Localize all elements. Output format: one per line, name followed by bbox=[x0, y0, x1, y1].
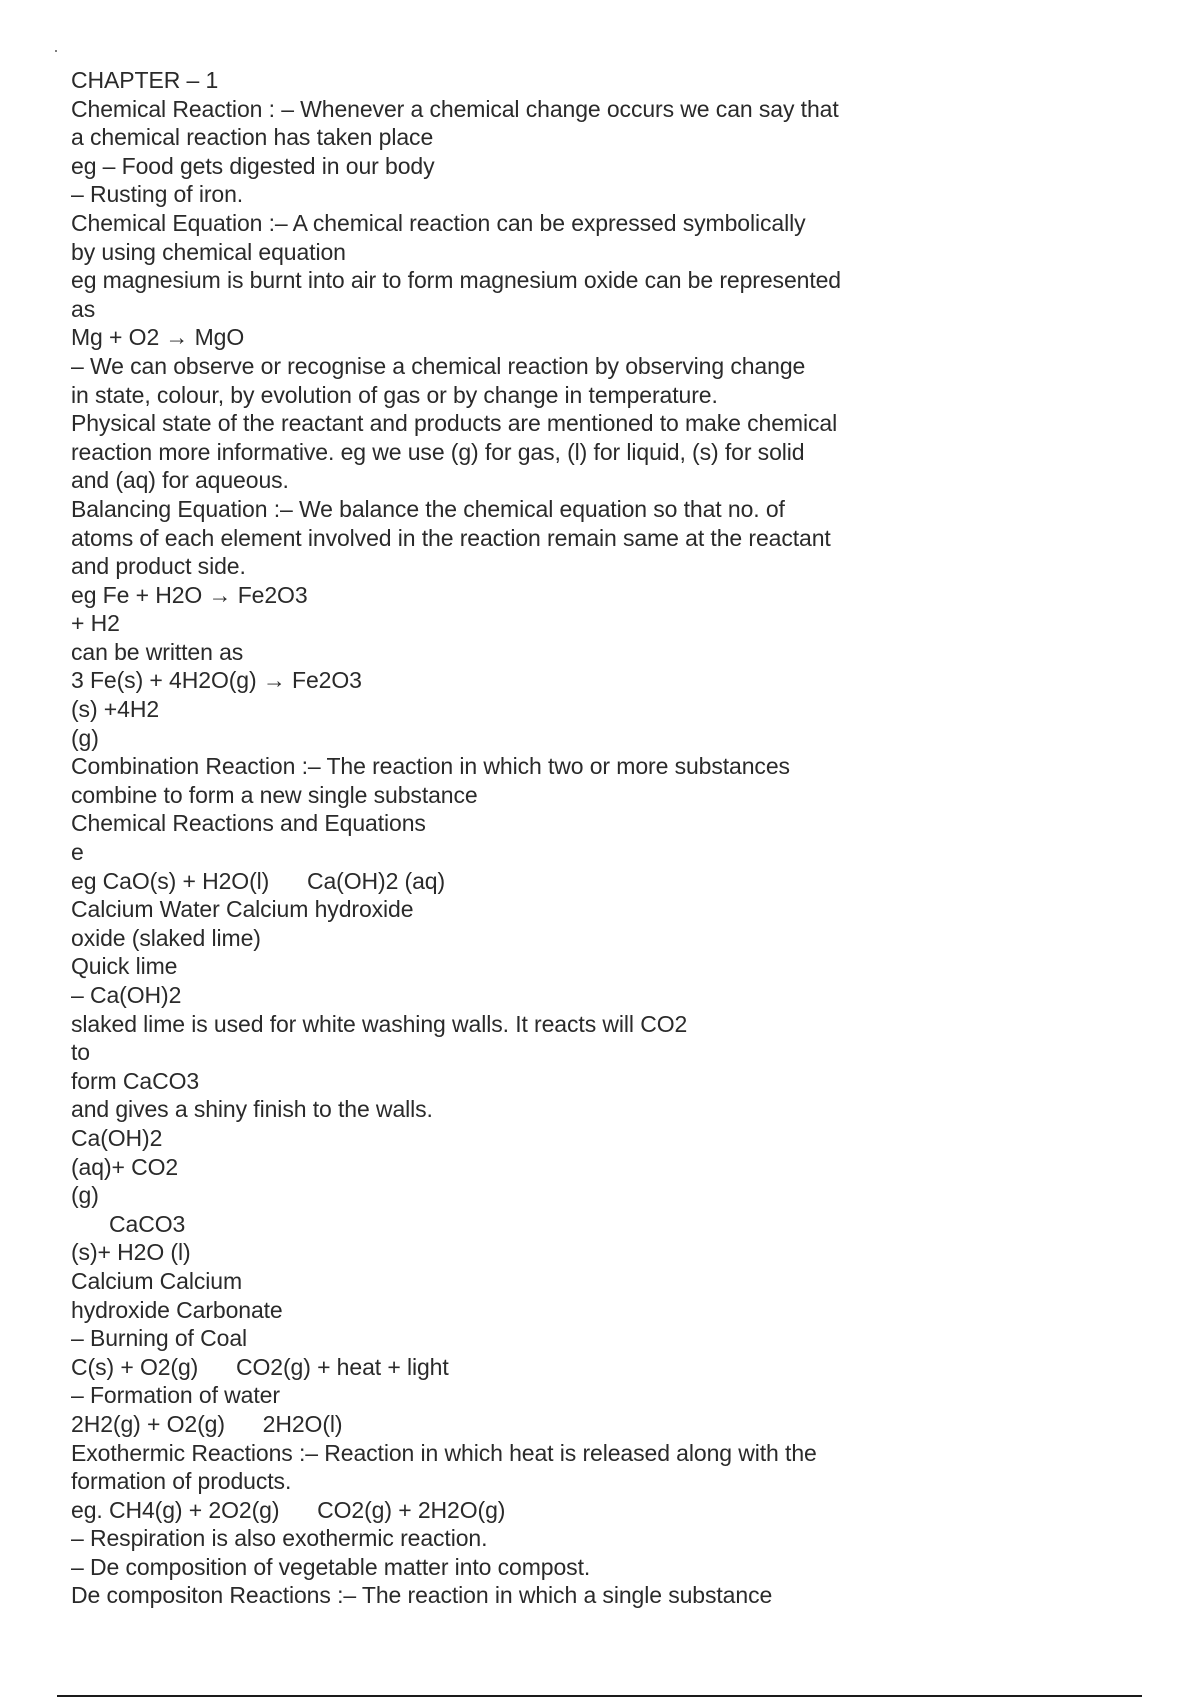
document-body bbox=[71, 66, 1071, 1610]
text-line: – Respiration is also exothermic reaction. bbox=[71, 1525, 488, 1552]
text-line: – Burning of Coal bbox=[71, 1325, 248, 1352]
text-line: Calcium Water Calcium hydroxide bbox=[71, 896, 414, 923]
equation-line: + H2 bbox=[71, 610, 120, 637]
equation-line: (g) bbox=[71, 1182, 99, 1209]
equation-line: CaCO3 bbox=[109, 1210, 186, 1237]
text-line: to bbox=[71, 1039, 90, 1066]
text-line: oxide (slaked lime) bbox=[71, 924, 261, 951]
text-line: slaked lime is used for white washing walls. It reacts will CO2 bbox=[71, 1010, 688, 1037]
text-line: Combination Reaction :– The reaction in which two or more substances bbox=[71, 753, 790, 780]
text-line: eg magnesium is burnt into air to form magnesium oxide can be represented bbox=[71, 267, 841, 294]
text-line: Chemical Reactions and Equations bbox=[71, 810, 426, 837]
text-line: Chemical Equation :– A chemical reaction can be expressed symbolically bbox=[71, 209, 806, 236]
text-line: by using chemical equation bbox=[71, 238, 346, 265]
equation-line: eg CaO(s) + H2O(l) Ca(OH)2 (aq) bbox=[71, 867, 446, 894]
text-line: – De composition of vegetable matter into compost. bbox=[71, 1553, 591, 1580]
text-line: and (aq) for aqueous. bbox=[71, 467, 289, 494]
bottom-divider bbox=[57, 1695, 1142, 1697]
text-line: formation of products. bbox=[71, 1468, 292, 1495]
equation-line: (s) +4H2 bbox=[71, 696, 160, 723]
text-line: De compositon Reactions :– The reaction in which a single substance bbox=[71, 1582, 773, 1609]
equation-line: C(s) + O2(g) CO2(g) + heat + light bbox=[71, 1353, 449, 1380]
equation-line: (aq)+ CO2 bbox=[71, 1153, 179, 1180]
text-line: atoms of each element involved in the reaction remain same at the reactant bbox=[71, 524, 831, 551]
equation-line: eg Fe + H2O → Fe2O3 bbox=[71, 581, 308, 608]
text-line: and gives a shiny finish to the walls. bbox=[71, 1096, 433, 1123]
equation-line: 2H2(g) + O2(g) 2H2O(l) bbox=[71, 1410, 343, 1437]
text-line: – Formation of water bbox=[71, 1382, 280, 1409]
equation-line: Mg + O2 → MgO bbox=[71, 324, 245, 351]
equation-line: (s)+ H2O (l) bbox=[71, 1239, 191, 1266]
text-line: Chemical Reaction : – Whenever a chemical change occurs we can say that bbox=[71, 95, 839, 122]
equation-line: Ca(OH)2 bbox=[71, 1124, 163, 1151]
text-line: – We can observe or recognise a chemical reaction by observing change bbox=[71, 352, 806, 379]
text-line: Quick lime bbox=[71, 953, 178, 980]
text-line: as bbox=[71, 295, 96, 322]
text-line: hydroxide Carbonate bbox=[71, 1296, 283, 1323]
stray-mark bbox=[55, 50, 57, 52]
equation-line: (g) bbox=[71, 724, 99, 751]
text-line: reaction more informative. eg we use (g) for gas, (l) for liquid, (s) for solid bbox=[71, 438, 805, 465]
text-line: e bbox=[71, 839, 84, 866]
text-line: eg – Food gets digested in our body bbox=[71, 152, 435, 179]
text-line: in state, colour, by evolution of gas or by change in temperature. bbox=[71, 381, 718, 408]
text-line: Calcium Calcium bbox=[71, 1267, 243, 1294]
text-line: and product side. bbox=[71, 553, 246, 580]
text-line: a chemical reaction has taken place bbox=[71, 124, 434, 151]
text-line: Exothermic Reactions :– Reaction in which heat is released along with the bbox=[71, 1439, 817, 1466]
text-line: can be written as bbox=[71, 638, 244, 665]
text-line: combine to form a new single substance bbox=[71, 781, 478, 808]
text-line: Balancing Equation :– We balance the chemical equation so that no. of bbox=[71, 495, 785, 522]
equation-line: 3 Fe(s) + 4H2O(g) → Fe2O3 bbox=[71, 667, 362, 694]
text-line: – Rusting of iron. bbox=[71, 181, 244, 208]
chapter-heading: CHAPTER – 1 bbox=[71, 67, 219, 93]
equation-line: eg. CH4(g) + 2O2(g) CO2(g) + 2H2O(g) bbox=[71, 1496, 506, 1523]
text-line: Physical state of the reactant and products are mentioned to make chemical bbox=[71, 410, 838, 437]
equation-line: – Ca(OH)2 bbox=[71, 982, 182, 1008]
text-line: form CaCO3 bbox=[71, 1067, 200, 1094]
